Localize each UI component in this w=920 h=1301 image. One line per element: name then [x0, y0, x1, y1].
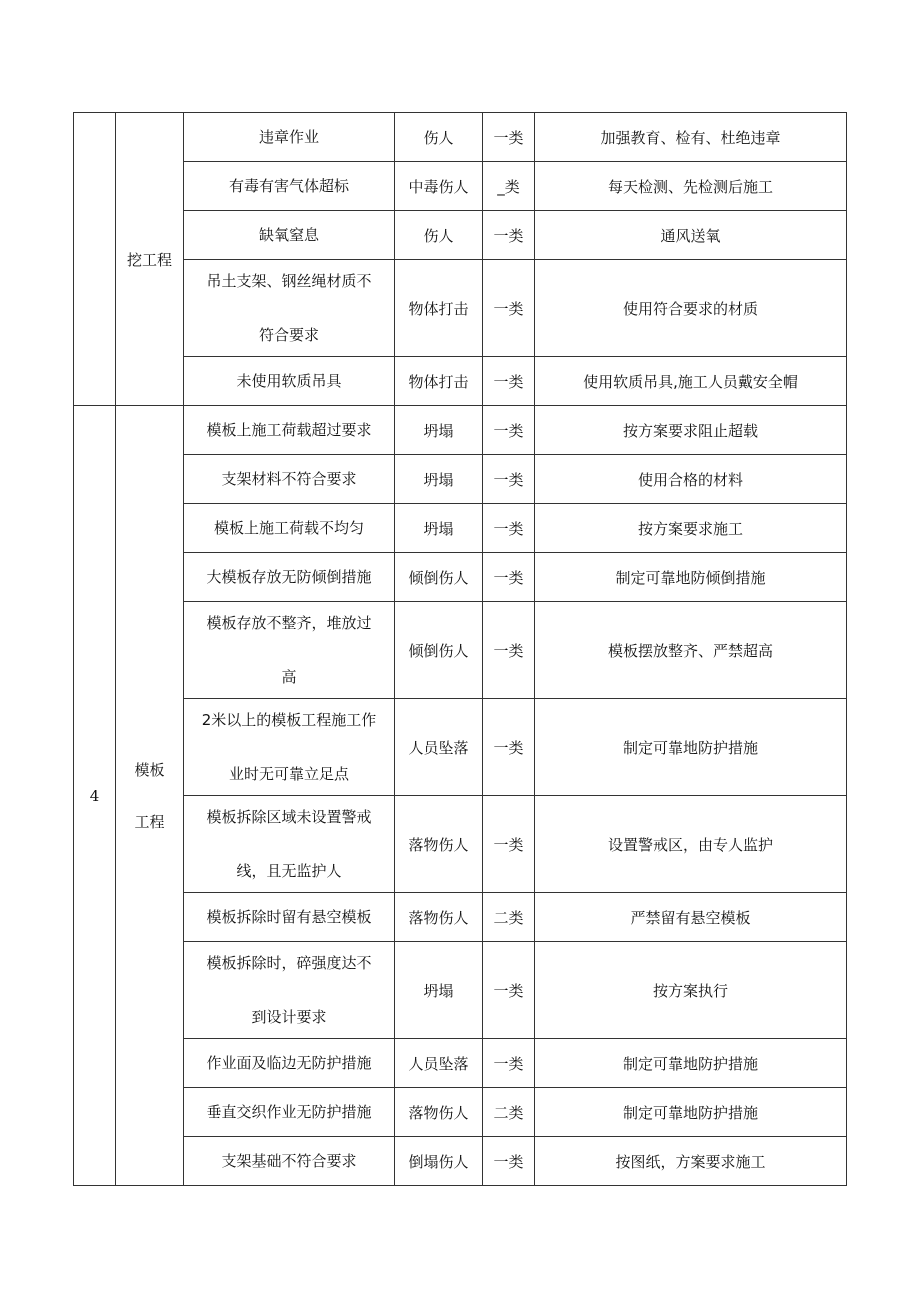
section-number — [74, 113, 116, 406]
hazard-cell — [184, 455, 395, 504]
hazard-line: 大模板存放无防倾倒措施 — [206, 567, 372, 586]
table-row — [74, 455, 847, 504]
consequence-cell: 倒塌伤人 — [395, 1137, 483, 1186]
consequence-cell: 人员坠落 — [395, 699, 483, 796]
hazard-line: 违章作业 — [258, 127, 319, 146]
hazard-line: 支架基础不符合要求 — [221, 1151, 357, 1170]
table-row — [74, 1039, 847, 1088]
hazard-line: 高 — [281, 667, 297, 686]
consequence-cell: 伤人 — [395, 211, 483, 260]
hazard-line: 未使用软质吊具 — [236, 371, 342, 390]
consequence-cell: 人员坠落 — [395, 1039, 483, 1088]
consequence-cell: 坍塌 — [395, 504, 483, 553]
measure-cell: 使用软质吊具,施工人员戴安全帽 — [535, 357, 847, 406]
hazard-line: 吊土支架、钢丝绳材质不 — [206, 271, 372, 290]
hazard-line: 线，且无监护人 — [236, 861, 342, 880]
measure-cell: 制定可靠地防护措施 — [535, 1039, 847, 1088]
grade-cell: 一类 — [483, 113, 535, 162]
measure-cell: 按图纸，方案要求施工 — [535, 1137, 847, 1186]
consequence-cell: 坍塌 — [395, 455, 483, 504]
hazard-line: 模板拆除时留有悬空模板 — [206, 907, 372, 926]
hazard-line: 模板存放不整齐，堆放过 — [206, 613, 372, 632]
consequence-cell: 伤人 — [395, 113, 483, 162]
grade-cell: 一类 — [483, 357, 535, 406]
consequence-cell: 落物伤人 — [395, 893, 483, 942]
grade-cell: 一类 — [483, 942, 535, 1039]
consequence-cell: 中毒伤人 — [395, 162, 483, 211]
hazard-cell — [184, 504, 395, 553]
grade-cell: 一类 — [483, 406, 535, 455]
hazard-line: 有毒有害气体超标 — [228, 176, 349, 195]
hazard-line: 缺氧窒息 — [258, 225, 319, 244]
table-row — [74, 699, 847, 796]
table-row — [74, 796, 847, 893]
table-row — [74, 113, 847, 162]
section-name-line: 挖工程 — [126, 250, 172, 269]
table-row — [74, 357, 847, 406]
table-row — [74, 162, 847, 211]
hazard-cell — [184, 942, 395, 1039]
grade-cell: 一类 — [483, 260, 535, 357]
hazard-cell — [184, 211, 395, 260]
hazard-line: 符合要求 — [258, 325, 319, 344]
hazard-line: 模板上施工荷载不均匀 — [213, 518, 364, 537]
hazard-cell — [184, 1039, 395, 1088]
table-row — [74, 553, 847, 602]
grade-cell: 一类 — [483, 1039, 535, 1088]
grade-cell: 一类 — [483, 602, 535, 699]
hazard-cell — [184, 699, 395, 796]
hazard-cell — [184, 113, 395, 162]
table-row — [74, 893, 847, 942]
consequence-cell: 落物伤人 — [395, 1088, 483, 1137]
hazard-cell — [184, 553, 395, 602]
table-row — [74, 602, 847, 699]
risk-table-body — [74, 113, 847, 1186]
grade-cell: 一类 — [483, 211, 535, 260]
hazard-cell — [184, 162, 395, 211]
measure-cell: 按方案要求施工 — [535, 504, 847, 553]
hazard-cell — [184, 1137, 395, 1186]
hazard-cell — [184, 796, 395, 893]
measure-cell: 制定可靠地防倾倒措施 — [535, 553, 847, 602]
consequence-cell: 倾倒伤人 — [395, 602, 483, 699]
hazard-cell — [184, 602, 395, 699]
grade-cell: 一类 — [483, 504, 535, 553]
grade-cell: 一类 — [483, 1137, 535, 1186]
hazard-line: 模板拆除区域未设置警戒 — [206, 807, 372, 826]
consequence-cell: 落物伤人 — [395, 796, 483, 893]
measure-cell: 使用符合要求的材质 — [535, 260, 847, 357]
section-name-line: 工程 — [134, 812, 165, 831]
hazard-line: 支架材料不符合要求 — [221, 469, 357, 488]
table-row — [74, 942, 847, 1039]
measure-cell: 每天检测、先检测后施工 — [535, 162, 847, 211]
hazard-line: 作业面及临边无防护措施 — [206, 1053, 372, 1072]
section-number: 4 — [74, 406, 116, 1186]
hazard-line: 模板上施工荷载超过要求 — [206, 420, 372, 439]
risk-table — [73, 112, 847, 1186]
measure-cell: 制定可靠地防护措施 — [535, 699, 847, 796]
grade-cell: 一类 — [483, 699, 535, 796]
measure-cell: 通风送氧 — [535, 211, 847, 260]
hazard-line: 2米以上的模板工程施工作 — [201, 710, 377, 729]
table-row — [74, 260, 847, 357]
consequence-cell: 物体打击 — [395, 260, 483, 357]
hazard-cell — [184, 260, 395, 357]
measure-cell: 按方案要求阻止超载 — [535, 406, 847, 455]
grade-cell: 二类 — [483, 1088, 535, 1137]
hazard-cell — [184, 357, 395, 406]
hazard-cell — [184, 893, 395, 942]
hazard-cell — [184, 1088, 395, 1137]
grade-cell: 二类 — [483, 893, 535, 942]
table-row — [74, 406, 847, 455]
hazard-line: 业时无可靠立足点 — [228, 764, 349, 783]
measure-cell: 模板摆放整齐、严禁超高 — [535, 602, 847, 699]
measure-cell: 加强教育、检有、杜绝违章 — [535, 113, 847, 162]
grade-cell: 一类 — [483, 796, 535, 893]
hazard-line: 到设计要求 — [251, 1007, 327, 1026]
table-row — [74, 1088, 847, 1137]
measure-cell: 按方案执行 — [535, 942, 847, 1039]
measure-cell: 使用合格的材料 — [535, 455, 847, 504]
measure-cell: 严禁留有悬空模板 — [535, 893, 847, 942]
hazard-line: 模板拆除时，碎强度达不 — [206, 953, 372, 972]
table-row — [74, 504, 847, 553]
table-row — [74, 211, 847, 260]
consequence-cell: 物体打击 — [395, 357, 483, 406]
consequence-cell: 坍塌 — [395, 406, 483, 455]
hazard-cell — [184, 406, 395, 455]
grade-cell: 一类 — [483, 455, 535, 504]
consequence-cell: 倾倒伤人 — [395, 553, 483, 602]
table-row — [74, 1137, 847, 1186]
grade-cell: 一类 — [483, 553, 535, 602]
section-name — [116, 406, 184, 1186]
measure-cell: 制定可靠地防护措施 — [535, 1088, 847, 1137]
consequence-cell: 坍塌 — [395, 942, 483, 1039]
grade-cell: _类 — [483, 162, 535, 211]
section-name — [116, 113, 184, 406]
hazard-line: 垂直交织作业无防护措施 — [206, 1102, 372, 1121]
section-name-line: 模板 — [134, 760, 165, 779]
measure-cell: 设置警戒区，由专人监护 — [535, 796, 847, 893]
